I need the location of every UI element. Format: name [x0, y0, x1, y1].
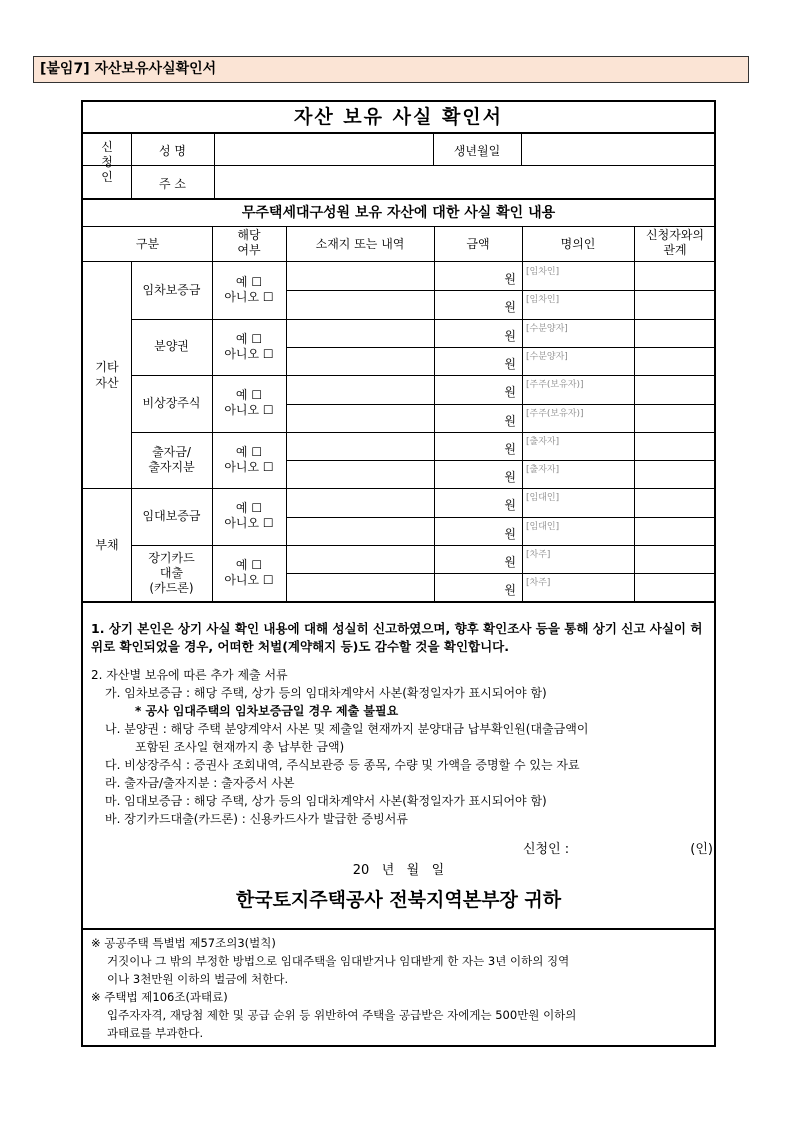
addressee: 한국토지주택공사 전북지역본부장 귀하 — [235, 889, 562, 911]
footnote-line: 입주자자격, 재당첨 제한 및 공급 순위 등 위반하여 주택을 공급받은 자에게는 500만원 이하의 — [107, 1008, 577, 1022]
item-name: 임차보증금 — [142, 282, 201, 297]
relation-field[interactable] — [635, 320, 715, 346]
no-checkbox[interactable]: 아니오 ☐ — [224, 290, 274, 304]
document-item: 다. 비상장주식 : 증권사 조회내역, 주식보관증 등 종목, 수량 및 가액을 증명할 수 있는 자료 — [105, 758, 580, 772]
relation-field[interactable] — [635, 376, 715, 402]
relation-field[interactable] — [635, 461, 715, 487]
item-name: 임대보증금 — [142, 509, 201, 524]
col-relation: 신청자와의 관계 — [646, 228, 704, 257]
relation-field[interactable] — [635, 405, 715, 431]
seal-label: (인) — [690, 842, 713, 857]
holder-hint: [임차인] — [526, 295, 560, 306]
signature-label: 신청인 : — [523, 842, 570, 857]
holder-hint: [임대인] — [526, 493, 560, 504]
col-applicable: 해당 여부 — [237, 228, 261, 257]
no-checkbox[interactable]: 아니오 ☐ — [224, 459, 274, 474]
col-location: 소재지 또는 내역 — [315, 237, 405, 251]
no-checkbox[interactable]: 아니오 ☐ — [224, 403, 274, 418]
relation-field[interactable] — [635, 489, 715, 515]
relation-field[interactable] — [635, 518, 715, 544]
date-line: 20 년 월 일 — [352, 863, 445, 878]
won-unit: 원 — [504, 555, 516, 569]
footnote-line: ※ 주택법 제106조(과태료) — [91, 990, 228, 1004]
won-unit: 원 — [504, 385, 516, 400]
won-unit: 원 — [504, 526, 516, 541]
won-unit: 원 — [504, 356, 516, 371]
location-field[interactable] — [287, 291, 433, 317]
holder-hint: [주주(보유자)] — [526, 408, 584, 419]
holder-hint: [출자자] — [526, 436, 560, 447]
col-holder: 명의인 — [560, 237, 596, 251]
holder-hint: [주주(보유자)] — [526, 380, 584, 391]
document-item: 나. 분양권 : 해당 주택 분양계약서 사본 및 제출일 현재까지 분양대금 납부확인원(대출금액이 — [105, 722, 589, 736]
won-unit: 원 — [504, 328, 516, 343]
won-unit: 원 — [504, 498, 516, 513]
no-checkbox[interactable]: 아니오 ☐ — [224, 516, 274, 531]
location-field[interactable] — [287, 320, 433, 346]
yes-checkbox[interactable]: 예 ☐ — [235, 388, 263, 403]
yes-checkbox[interactable]: 예 ☐ — [235, 558, 263, 572]
yes-checkbox[interactable]: 예 ☐ — [235, 501, 263, 516]
document-item: 포함된 조사일 현재까지 총 납부한 금액) — [135, 740, 345, 754]
no-checkbox[interactable]: 아니오 ☐ — [224, 346, 274, 361]
relation-field[interactable] — [635, 433, 715, 459]
location-field[interactable] — [287, 546, 433, 572]
statement-2-title: 2. 자산별 보유에 따른 추가 제출 서류 — [91, 668, 288, 682]
document-item: 마. 임대보증금 : 해당 주택, 상가 등의 임대차계약서 사본(확정일자가 표시되어야 함) — [105, 794, 547, 808]
relation-field[interactable] — [635, 263, 715, 289]
won-unit: 원 — [504, 413, 516, 428]
section-title: 무주택세대구성원 보유 자산에 대한 사실 확인 내용 — [241, 205, 556, 221]
holder-hint: [임대인] — [526, 521, 560, 532]
address-field[interactable] — [215, 167, 712, 196]
statement-1: 1. 상기 본인은 상기 사실 확인 내용에 대해 성실히 신고하였으며, 향후 확인조사 등을 통해 상기 신고 사실이 허위로 확인되었을 경우, 어떠한 처벌(계약해지 등)도 감수할 것을 확인합니다. — [91, 621, 703, 654]
col-category: 구분 — [135, 237, 160, 251]
won-unit: 원 — [504, 272, 516, 286]
won-unit: 원 — [504, 583, 516, 598]
footnote-line: ※ 공공주택 특별법 제57조의3(벌칙) — [91, 936, 276, 950]
holder-hint: [출자자] — [526, 465, 560, 476]
document-item: 라. 출자금/출자지분 : 출자증서 사본 — [105, 776, 295, 790]
won-unit: 원 — [504, 441, 516, 456]
group-name: 기타 자산 — [95, 360, 119, 391]
relation-field[interactable] — [635, 348, 715, 374]
relation-field[interactable] — [635, 546, 715, 572]
location-field[interactable] — [287, 348, 433, 374]
location-field[interactable] — [287, 461, 433, 487]
dob-label: 생년월일 — [453, 144, 501, 158]
location-field[interactable] — [287, 574, 433, 600]
dob-field[interactable] — [522, 135, 712, 164]
col-amount: 금액 — [466, 237, 490, 251]
no-checkbox[interactable]: 아니오 ☐ — [224, 573, 274, 587]
won-unit: 원 — [504, 300, 516, 315]
asset-confirmation-form — [81, 100, 716, 1047]
footnote-line: 이나 3천만원 이하의 벌금에 처한다. — [107, 972, 289, 986]
attachment-label: [붙임7] 자산보유사실확인서 — [33, 56, 749, 83]
footnote-line: 과태료를 부과한다. — [107, 1026, 204, 1040]
item-name: 출자금/ 출자지분 — [148, 445, 195, 475]
item-name: 장기카드 대출 (카드론) — [148, 550, 195, 595]
location-field[interactable] — [287, 376, 433, 402]
item-name: 분양권 — [154, 339, 189, 354]
yes-checkbox[interactable]: 예 ☐ — [235, 275, 263, 289]
won-unit: 원 — [504, 470, 516, 485]
name-field[interactable] — [215, 135, 432, 164]
location-field[interactable] — [287, 433, 433, 459]
applicant-group-label: 신 청 인 — [101, 140, 113, 184]
yes-checkbox[interactable]: 예 ☐ — [235, 444, 263, 459]
location-field[interactable] — [287, 263, 433, 289]
holder-hint: [수분양자] — [526, 323, 568, 334]
yes-checkbox[interactable]: 예 ☐ — [235, 331, 263, 346]
location-field[interactable] — [287, 489, 433, 515]
holder-hint: [차주] — [526, 550, 551, 560]
document-item: * 공사 임대주택의 임차보증금일 경우 제출 불필요 — [135, 704, 399, 718]
relation-field[interactable] — [635, 291, 715, 317]
holder-hint: [임차인] — [526, 267, 560, 277]
group-name: 부채 — [95, 537, 119, 552]
item-name: 비상장주식 — [142, 395, 201, 410]
document-item: 바. 장기카드대출(카드론) : 신용카드사가 발급한 증빙서류 — [105, 812, 408, 826]
location-field[interactable] — [287, 405, 433, 431]
name-label: 성 명 — [159, 144, 186, 158]
location-field[interactable] — [287, 518, 433, 544]
holder-hint: [수분양자] — [526, 351, 568, 362]
address-label: 주 소 — [159, 177, 186, 191]
relation-field[interactable] — [635, 574, 715, 600]
holder-hint: [차주] — [526, 578, 551, 589]
document-item: 가. 임차보증금 : 해당 주택, 상가 등의 임대차계약서 사본(확정일자가 표시되어야 함) — [105, 686, 547, 700]
form-title: 자산 보유 사실 확인서 — [83, 102, 714, 134]
footnote-line: 거짓이나 그 밖의 부정한 방법으로 임대주택을 임대받거나 임대받게 한 자는 3년 이하의 징역 — [107, 954, 570, 968]
